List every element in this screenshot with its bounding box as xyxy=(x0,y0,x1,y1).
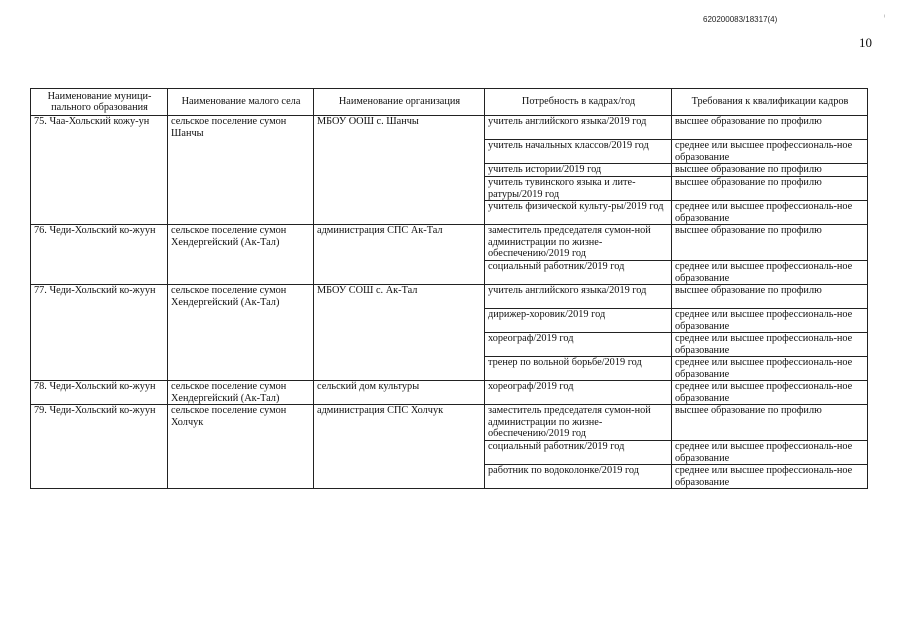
qualification-cell: высшее образование по профилю xyxy=(672,285,868,309)
village-cell: сельское поселение сумон Холчук xyxy=(168,405,314,489)
page-number: 10 xyxy=(859,35,872,50)
staff-need-cell: учитель истории/2019 год xyxy=(485,164,672,177)
organization-cell: администрация СПС Ак-Тал xyxy=(314,225,485,285)
document-id: 620200083/18317(4) xyxy=(703,15,778,24)
table-row xyxy=(31,225,868,261)
qualification-cell: среднее или высшее профессиональ-ное образование xyxy=(672,309,868,333)
qualification-cell: среднее или высшее профессиональ-ное образование xyxy=(672,140,868,164)
qualification-cell: высшее образование по профилю xyxy=(672,405,868,441)
table-header-row xyxy=(31,89,868,116)
table-row xyxy=(31,116,868,140)
qualification-cell: среднее или высшее профессиональ-ное образование xyxy=(672,441,868,465)
header-municipality: Наименование муници-пального образования xyxy=(31,89,168,116)
staff-need-cell: работник по водоколонке/2019 год xyxy=(485,465,672,489)
municipality-cell: 79. Чеди-Хольский ко-жуун xyxy=(31,405,168,489)
corner-mark: ⁱ xyxy=(884,13,886,22)
organization-cell: МБОУ СОШ с. Ак-Тал xyxy=(314,285,485,381)
table-row xyxy=(31,285,868,309)
staff-need-cell: заместитель председателя сумон-ной администрации по жизне-обеспечению/2019 год xyxy=(485,225,672,261)
header-staff-need: Потребность в кадрах/год xyxy=(485,89,672,116)
staff-need-cell: учитель физической культу-ры/2019 год xyxy=(485,201,672,225)
staff-need-cell: дирижер-хоровик/2019 год xyxy=(485,309,672,333)
village-cell: сельское поселение сумон Шанчы xyxy=(168,116,314,225)
qualification-cell: среднее или высшее профессиональ-ное образование xyxy=(672,201,868,225)
municipality-cell: 76. Чеди-Хольский ко-жуун xyxy=(31,225,168,285)
village-cell: сельское поселение сумон Хендергейский (Ак-Тал) xyxy=(168,225,314,285)
table-row xyxy=(31,381,868,405)
staff-need-cell: социальный работник/2019 год xyxy=(485,261,672,285)
village-cell: сельское поселение сумон Хендергейский (Ак-Тал) xyxy=(168,285,314,381)
staff-need-cell: учитель английского языка/2019 год xyxy=(485,116,672,140)
header-qualification: Требования к квалификации кадров xyxy=(672,89,868,116)
qualification-cell: высшее образование по профилю xyxy=(672,225,868,261)
qualification-cell: среднее или высшее профессиональ-ное образование xyxy=(672,333,868,357)
municipality-cell: 77. Чеди-Хольский ко-жуун xyxy=(31,285,168,381)
table-row xyxy=(31,405,868,441)
organization-cell: сельский дом культуры xyxy=(314,381,485,405)
staff-need-cell: заместитель председателя сумон-ной администрации по жизне-обеспечению/2019 год xyxy=(485,405,672,441)
qualification-cell: высшее образование по профилю xyxy=(672,164,868,177)
municipality-cell: 78. Чеди-Хольский ко-жуун xyxy=(31,381,168,405)
qualification-cell: среднее или высшее профессиональ-ное образование xyxy=(672,381,868,405)
qualification-cell: среднее или высшее профессиональ-ное образование xyxy=(672,465,868,489)
staff-need-cell: социальный работник/2019 год xyxy=(485,441,672,465)
organization-cell: МБОУ ООШ с. Шанчы xyxy=(314,116,485,225)
qualification-cell: среднее или высшее профессиональ-ное образование xyxy=(672,261,868,285)
municipality-cell: 75. Чаа-Хольский кожу-ун xyxy=(31,116,168,225)
staff-need-cell: хореограф/2019 год xyxy=(485,381,672,405)
qualification-cell: среднее или высшее профессиональ-ное образование xyxy=(672,357,868,381)
qualification-cell: высшее образование по профилю xyxy=(672,116,868,140)
village-cell: сельское поселение сумон Хендергейский (Ак-Тал) xyxy=(168,381,314,405)
staff-need-cell: учитель английского языка/2019 год xyxy=(485,285,672,309)
staff-need-cell: учитель начальных классов/2019 год xyxy=(485,140,672,164)
staff-need-cell: хореограф/2019 год xyxy=(485,333,672,357)
header-organization: Наименование организация xyxy=(314,89,485,116)
organization-cell: администрация СПС Холчук xyxy=(314,405,485,489)
staff-need-cell: учитель тувинского языка и лите-ратуры/2019 год xyxy=(485,177,672,201)
qualification-cell: высшее образование по профилю xyxy=(672,177,868,201)
header-village: Наименование малого села xyxy=(168,89,314,116)
staff-need-cell: тренер по вольной борьбе/2019 год xyxy=(485,357,672,381)
staffing-table xyxy=(30,88,868,489)
